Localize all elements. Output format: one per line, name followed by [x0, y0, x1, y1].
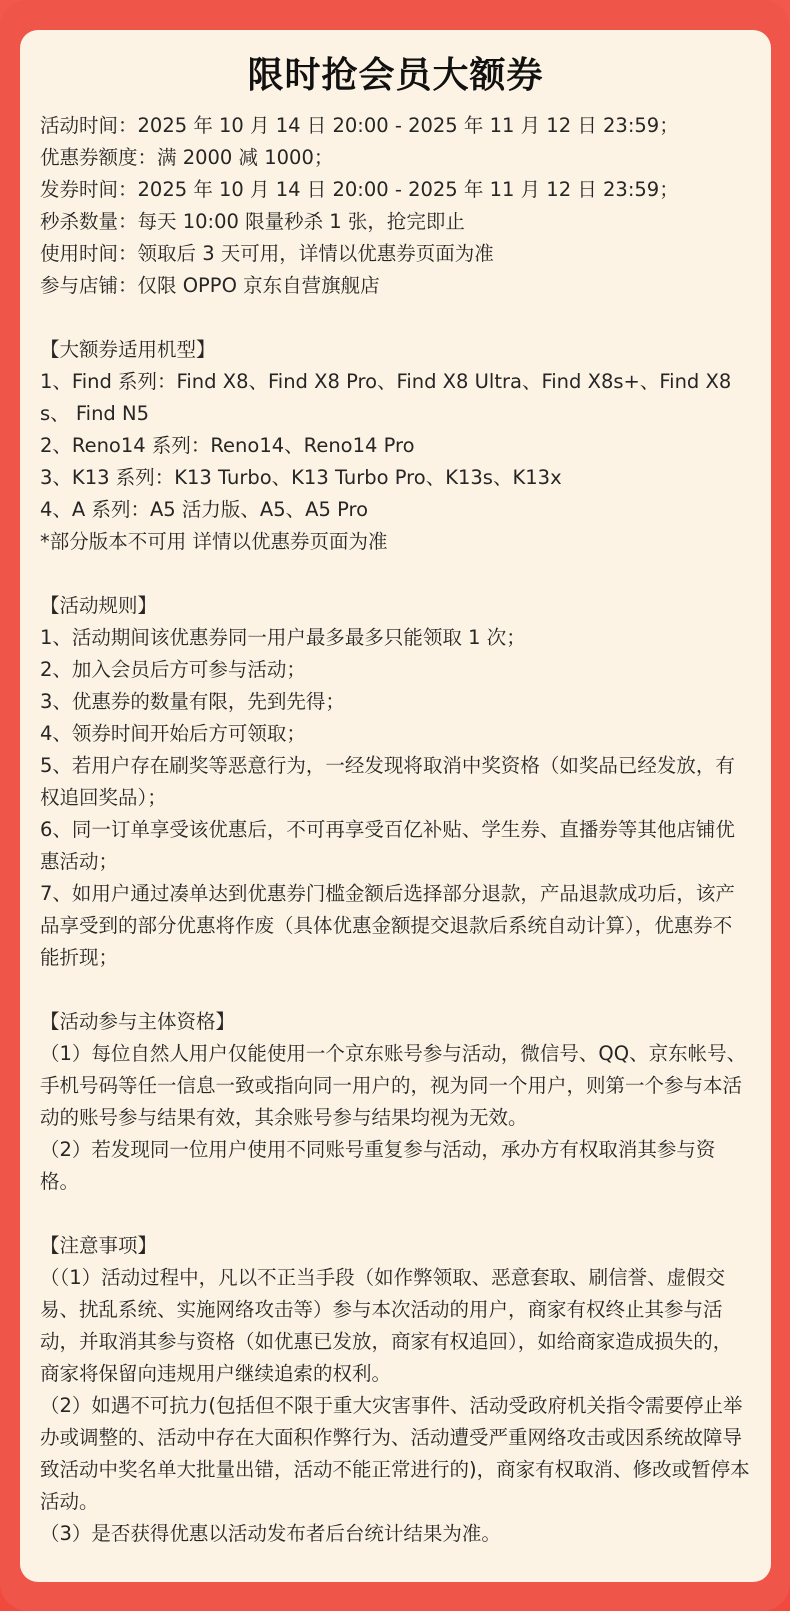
- spacer: [40, 302, 751, 334]
- usage-time: 使用时间：领取后 3 天可用，详情以优惠券页面为准: [40, 242, 494, 265]
- eligibility-item: （1）每位自然人用户仅能使用一个京东账号参与活动，微信号、QQ、京东帐号、手机号码等任一信息一致或指向同一用户的，视为同一个用户，则第一个参与本活动的账号参与结果有效，其余账号参与结果均视为无效。: [40, 1042, 747, 1129]
- section-heading-notes: 【注意事项】: [40, 1234, 158, 1257]
- model-line-k13: 3、K13 系列：K13 Turbo、K13 Turbo Pro、K13s、K13x: [40, 466, 562, 489]
- rule-item: 3、优惠券的数量有限，先到先得；: [40, 690, 345, 713]
- spacer: [40, 558, 751, 590]
- issue-time: 发券时间：2025 年 10 月 14 日 20:00 - 2025 年 11 月 12 日 23:59；: [40, 178, 679, 201]
- model-line-a: 4、A 系列：A5 活力版、A5、A5 Pro: [40, 498, 369, 521]
- note-item: （3）是否获得优惠以活动发布者后台统计结果为准。: [40, 1522, 501, 1545]
- section-heading-models: 【大额券适用机型】: [40, 338, 216, 361]
- rules-card: [20, 30, 771, 1582]
- note-item: （2）如遇不可抗力(包括但不限于重大灾害事件、活动受政府机关指令需要停止举办或调整的、活动中存在大面积作弊行为、活动遭受严重网络攻击或因系统故障导致活动中奖名单大批量出错，活动不能正常进行的)，商家有权取消、修改或暂停本活动。: [40, 1394, 750, 1513]
- page-title: 限时抢会员大额券: [247, 55, 544, 96]
- activity-time: 活动时间：2025 年 10 月 14 日 20:00 - 2025 年 11 月 12 日 23:59；: [40, 114, 679, 137]
- rule-item: 5、若用户存在刷奖等恶意行为，一经发现将取消中奖资格（如奖品已经发放，有权追回奖品）；: [40, 754, 735, 809]
- section-heading-eligibility: 【活动参与主体资格】: [40, 1010, 236, 1033]
- model-line-find: 1、Find 系列：Find X8、Find X8 Pro、Find X8 Ultra、Find X8s+、Find X8s、 Find N5: [40, 370, 732, 425]
- model-note: *部分版本不可用 详情以优惠券页面为准: [40, 530, 388, 553]
- eligibility-section: [40, 1006, 751, 1198]
- model-line-reno: 2、Reno14 系列：Reno14、Reno14 Pro: [40, 434, 415, 457]
- coupon-amount: 优惠券额度：满 2000 减 1000；: [40, 146, 334, 169]
- flash-quantity: 秒杀数量：每天 10:00 限量秒杀 1 张，抢完即止: [40, 210, 465, 233]
- spacer: [40, 974, 751, 1006]
- rules-section: [40, 590, 751, 974]
- eligibility-item: （2）若发现同一位用户使用不同账号重复参与活动，承办方有权取消其参与资格。: [40, 1138, 716, 1193]
- rule-item: 6、同一订单享受该优惠后，不可再享受百亿补贴、学生券、直播券等其他店铺优惠活动；: [40, 818, 735, 873]
- intro-block: [40, 110, 751, 302]
- section-heading-rules: 【活动规则】: [40, 594, 158, 617]
- rule-item: 4、领券时间开始后方可领取；: [40, 722, 306, 745]
- participating-store: 参与店铺：仅限 OPPO 京东自营旗舰店: [40, 274, 380, 297]
- rule-item: 1、活动期间该优惠券同一用户最多最多只能领取 1 次；: [40, 626, 526, 649]
- spacer: [40, 1198, 751, 1230]
- note-item: （（1）活动过程中，凡以不正当手段（如作弊领取、恶意套取、刷信誉、虚假交易、扰乱系统、实施网络攻击等）参与本次活动的用户，商家有权终止其参与活动，并取消其参与资格（如优惠已发放，商家有权追回），如给商家造成损失的，商家将保留向违规用户继续追索的权利。: [40, 1266, 733, 1385]
- models-section: [40, 334, 751, 558]
- rule-item: 7、如用户通过凑单达到优惠券门槛金额后选择部分退款，产品退款成功后，该产品享受到的部分优惠将作废（具体优惠金额提交退款后系统自动计算），优惠券不能折现；: [40, 882, 735, 969]
- rule-item: 2、加入会员后方可参与活动；: [40, 658, 306, 681]
- notes-section: [40, 1230, 751, 1550]
